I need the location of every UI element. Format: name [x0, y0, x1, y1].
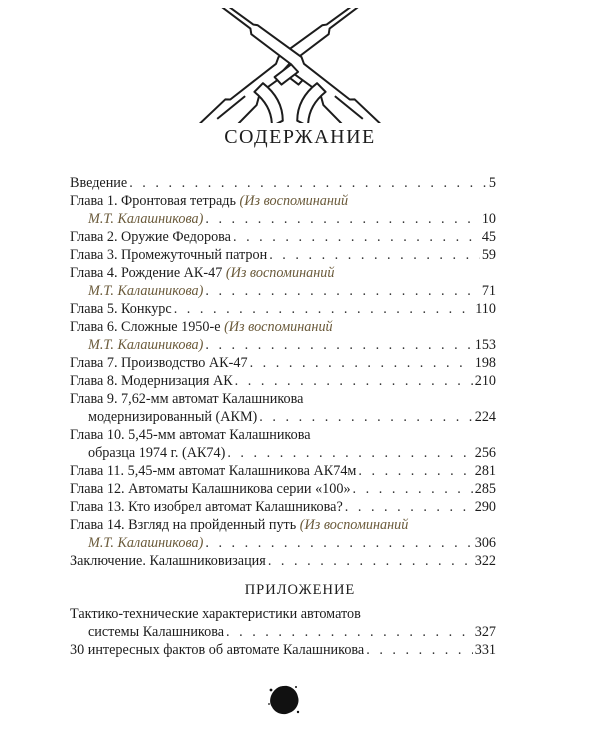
toc-entry-title: Глава 11. 5,45-мм автомат Калашникова АК74м: [70, 463, 357, 479]
toc-entry[interactable]: [70, 354, 496, 372]
toc-entry-page: 71: [481, 283, 496, 299]
toc-entry[interactable]: [70, 426, 496, 444]
toc-entry-page: 224: [474, 409, 496, 425]
toc-entry-page: 198: [474, 355, 496, 371]
toc-entry-page: 285: [474, 481, 496, 497]
toc-entry-page: 59: [481, 247, 496, 263]
toc-entry-title: Глава 2. Оружие Федорова: [70, 229, 231, 245]
toc-entry-note: (Из воспоминаний: [239, 193, 349, 209]
toc-entry-title: Глава 1. Фронтовая тетрадь: [70, 193, 240, 209]
toc-entry[interactable]: [70, 228, 496, 246]
toc-entry-page: 322: [474, 553, 496, 569]
toc-entry-note: М.Т. Калашникова): [88, 283, 204, 299]
toc-entry-page: 5: [488, 175, 496, 191]
toc-entry[interactable]: [70, 641, 496, 659]
toc-entry[interactable]: [70, 300, 496, 318]
toc-entry-page: 331: [474, 642, 496, 658]
toc-entry-note: М.Т. Калашникова): [88, 211, 204, 227]
toc-entry-continuation[interactable]: [70, 408, 496, 426]
page-title: СОДЕРЖАНИЕ: [224, 126, 376, 148]
toc-entry[interactable]: [70, 516, 496, 534]
toc-entry[interactable]: [70, 192, 496, 210]
table-of-contents: [70, 174, 496, 570]
toc-entry[interactable]: [70, 605, 496, 623]
crossed-rifles-icon: [140, 8, 440, 123]
toc-entry-title: Глава 7. Производство АК-47: [70, 355, 248, 371]
toc-entry-title: Глава 4. Рождение АК-47: [70, 265, 226, 281]
toc-entry-note: М.Т. Калашникова): [88, 535, 204, 551]
toc-entry-note: (Из воспоминаний: [299, 517, 409, 533]
toc-entry-title: Тактико-технические характеристики автоматов: [70, 606, 361, 622]
toc-entry[interactable]: [70, 372, 496, 390]
appendix-list: [70, 605, 496, 659]
toc-entry[interactable]: [70, 246, 496, 264]
toc-entry-title: Глава 5. Конкурс: [70, 301, 172, 317]
toc-entry-page: 110: [475, 301, 496, 317]
toc-entry-title: Глава 14. Взгляд на пройденный путь: [70, 517, 300, 533]
toc-entry-page: 306: [474, 535, 496, 551]
toc-entry[interactable]: [70, 498, 496, 516]
toc-entry-title: модернизированный (АКМ): [88, 409, 258, 425]
toc-entry[interactable]: [70, 174, 496, 192]
toc-entry-title: образца 1974 г. (АК74): [88, 445, 226, 461]
toc-entry-page: 153: [474, 337, 496, 353]
toc-entry[interactable]: [70, 462, 496, 480]
toc-entry-title: 30 интересных фактов об автомате Калашникова: [70, 642, 365, 658]
toc-entry-page: 290: [474, 499, 496, 515]
toc-entry-page: 256: [474, 445, 496, 461]
toc-entry-continuation[interactable]: [70, 336, 496, 354]
toc-entry-page: 281: [474, 463, 496, 479]
toc-entry-title: Глава 12. Автоматы Калашникова серии «100»: [70, 481, 351, 497]
toc-entry[interactable]: [70, 480, 496, 498]
toc-entry[interactable]: [70, 390, 496, 408]
toc-entry-title: Введение: [70, 175, 128, 191]
toc-entry-note: (Из воспоминаний: [224, 319, 333, 335]
toc-entry-title: Глава 13. Кто изобрел автомат Калашникова?: [70, 499, 343, 515]
toc-entry-continuation[interactable]: [70, 534, 496, 552]
toc-entry[interactable]: [70, 264, 496, 282]
toc-entry-continuation[interactable]: [70, 210, 496, 228]
toc-entry-page: 45: [481, 229, 496, 245]
toc-entry-title: Глава 10. 5,45-мм автомат Калашникова: [70, 427, 311, 443]
toc-entry-continuation[interactable]: [70, 623, 496, 641]
toc-entry-note: (Из воспоминаний: [225, 265, 335, 281]
toc-entry-continuation[interactable]: [70, 282, 496, 300]
toc-entry-note: М.Т. Калашникова): [88, 337, 204, 353]
toc-entry[interactable]: [70, 552, 496, 570]
toc-entry-title: Глава 6. Сложные 1950-е: [70, 319, 225, 335]
appendix-heading: ПРИЛОЖЕНИЕ: [244, 582, 356, 598]
toc-entry[interactable]: [70, 318, 496, 336]
toc-entry-continuation[interactable]: [70, 444, 496, 462]
ink-blot-icon: [266, 682, 302, 718]
toc-entry-page: 210: [474, 373, 496, 389]
toc-entry-title: Глава 3. Промежуточный патрон: [70, 247, 268, 263]
toc-entry-page: 10: [481, 211, 496, 227]
toc-entry-title: Глава 8. Модернизация АК: [70, 373, 233, 389]
toc-entry-title: системы Калашникова: [88, 624, 224, 640]
toc-entry-title: Заключение. Калашниковизация: [70, 553, 266, 569]
toc-entry-page: 327: [474, 624, 496, 640]
toc-entry-title: Глава 9. 7,62-мм автомат Калашникова: [70, 391, 304, 407]
